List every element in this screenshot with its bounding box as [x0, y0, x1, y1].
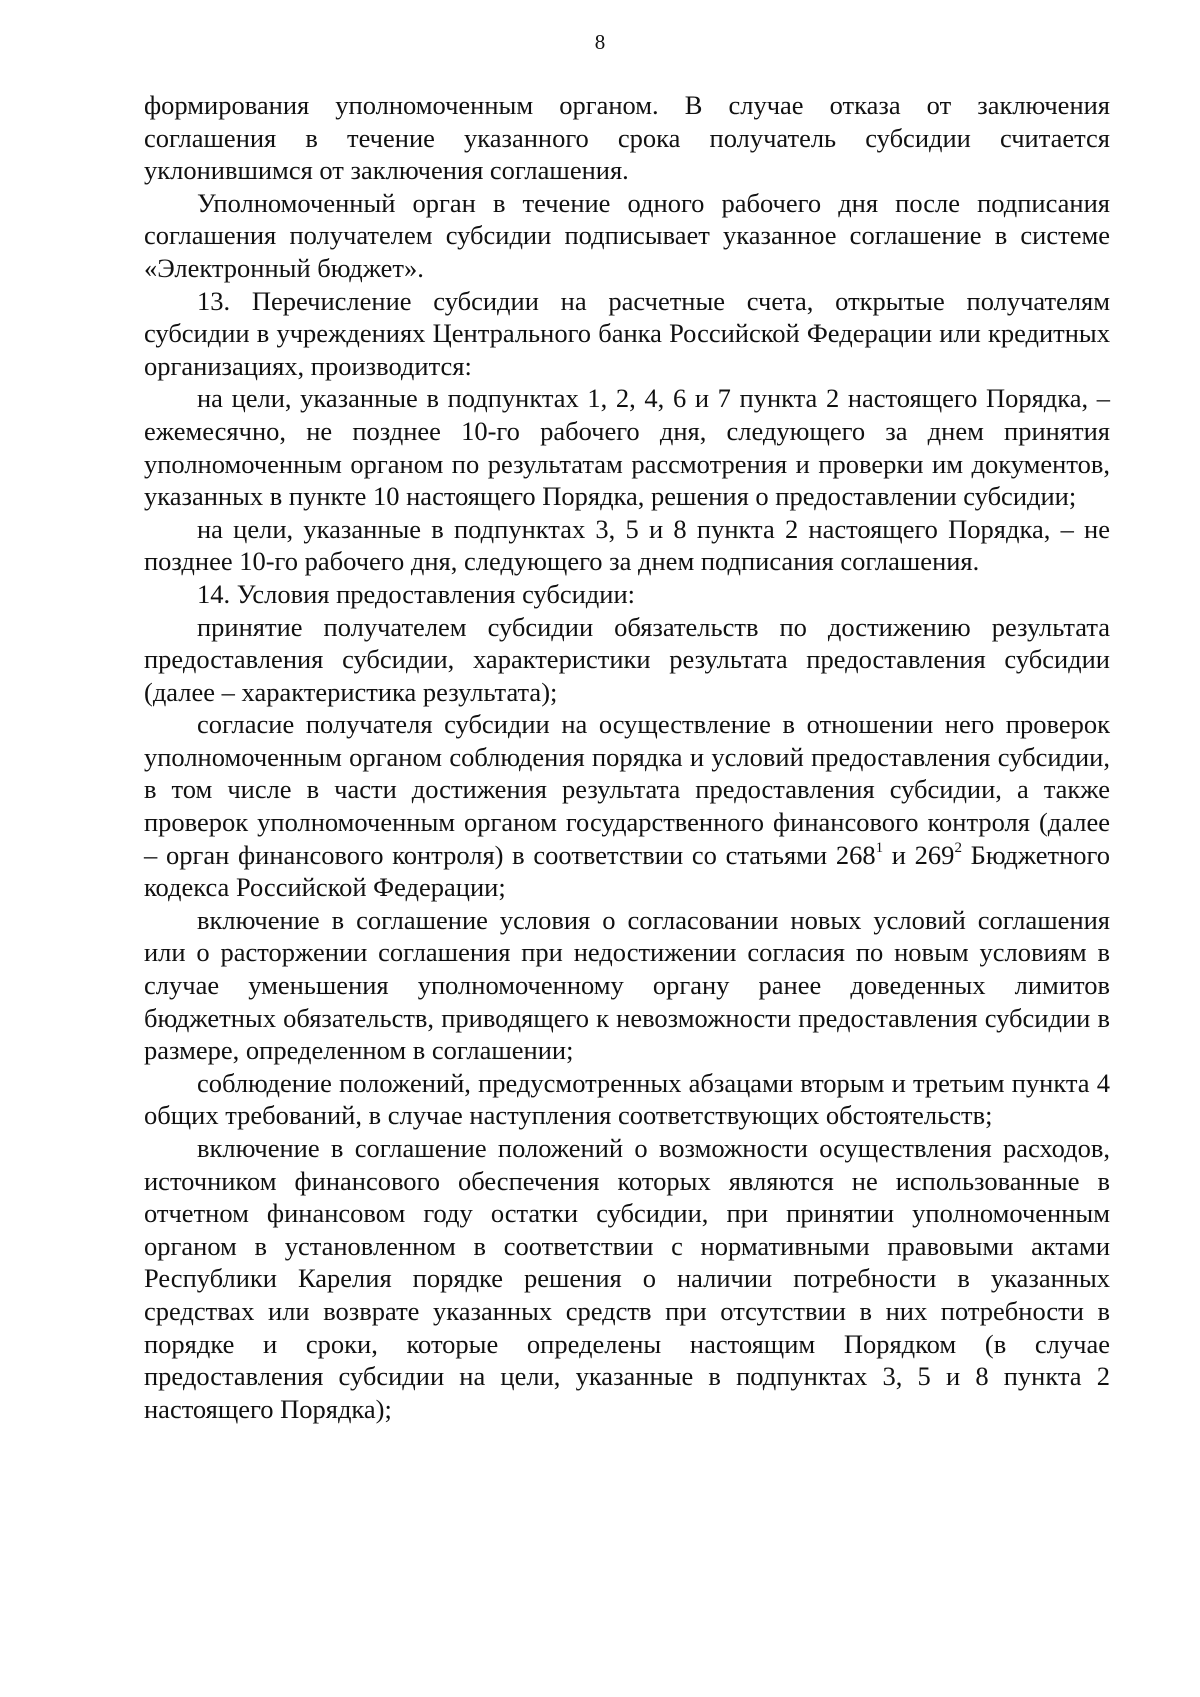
paragraph-audit-consent — [144, 708, 1110, 904]
paragraph-continuation: формирования уполномоченным органом. В случае отказа от заключения соглашения в течение указанного срока получатель субсидии считается уклонившимся от заключения соглашения. — [144, 90, 1110, 186]
superscript-1: 1 — [875, 839, 884, 856]
paragraph-general-requirements: соблюдение положений, предусмотренных абзацами вторым и третьим пункта 4 общих требований, в случае наступления соответствующих обстоятельств; — [144, 1067, 1110, 1131]
superscript-2: 2 — [954, 839, 962, 856]
audit-consent-text-3: Бюджетного кодекса Российской Федерации; — [144, 839, 1110, 903]
document-body — [144, 89, 1110, 1425]
audit-consent-text-1: согласие получателя субсидии на осуществление в отношении него проверок уполномоченным органом соблюдения порядка и условий предоставления субсидии, в том числе в части достижения результата предоставления субсидии, а также проверок уполномоченным органом государственного финансового контроля (далее – орган финансового контроля) в соответствии со статьями 268 — [144, 709, 1110, 870]
paragraph-monthly-transfer: на цели, указанные в подпунктах 1, 2, 4, 6 и 7 пункта 2 настоящего Порядка, – ежемесячно, не позднее 10-го рабочего дня, следующего за днем принятия уполномоченным органом по результатам рассмотрения и проверки им документов, указанных в пункте 10 настоящего Порядка, решения о предоставлении субсидии; — [144, 383, 1110, 512]
paragraph-item-13: 13. Перечисление субсидии на расчетные счета, открытые получателям субсидии в учреждениях Центрального банка Российской Федерации или кредитных организациях, производится: — [144, 285, 1110, 381]
audit-consent-text-2: и 269 — [883, 839, 955, 870]
paragraph-transfer-deadline: на цели, указанные в подпунктах 3, 5 и 8 пункта 2 настоящего Порядка, – не позднее 10-го рабочего дня, следующего за днем подписания соглашения. — [144, 513, 1110, 577]
paragraph-result-obligation: принятие получателем субсидии обязательств по достижению результата предоставления субсидии, характеристики результата предоставления субсидии (далее – характеристика результата); — [144, 611, 1110, 707]
paragraph-new-conditions: включение в соглашение условия о согласовании новых условий соглашения или о расторжении соглашения при недостижении согласия по новым условиям в случае уменьшения уполномоченному органу ранее доведенных лимитов бюджетных обязательств, приводящего к невозможности предоставления субсидии в размере, определенном в соглашении; — [144, 904, 1110, 1066]
paragraph-unused-balance: включение в соглашение положений о возможности осуществления расходов, источником финансового обеспечения которых являются не использованные в отчетном финансовом году остатки субсидии, при принятии уполномоченным органом в установленном в соответствии с нормативными правовыми актами Республики Карелия порядке решения о наличии потребности в указанных средствах или возврате указанных средств при отсутствии в них потребности в порядке и сроки, которые определены настоящим Порядком (в случае предоставления субсидии на цели, указанные в подпунктах 3, 5 и 8 пункта 2 настоящего Порядка); — [144, 1133, 1110, 1424]
page-number: 8 — [594, 30, 606, 54]
paragraph-signing: Уполномоченный орган в течение одного рабочего дня после подписания соглашения получателем субсидии подписывает указанное соглашение в системе «Электронный бюджет». — [144, 187, 1110, 283]
paragraph-item-14: 14. Условия предоставления субсидии: — [197, 578, 636, 609]
